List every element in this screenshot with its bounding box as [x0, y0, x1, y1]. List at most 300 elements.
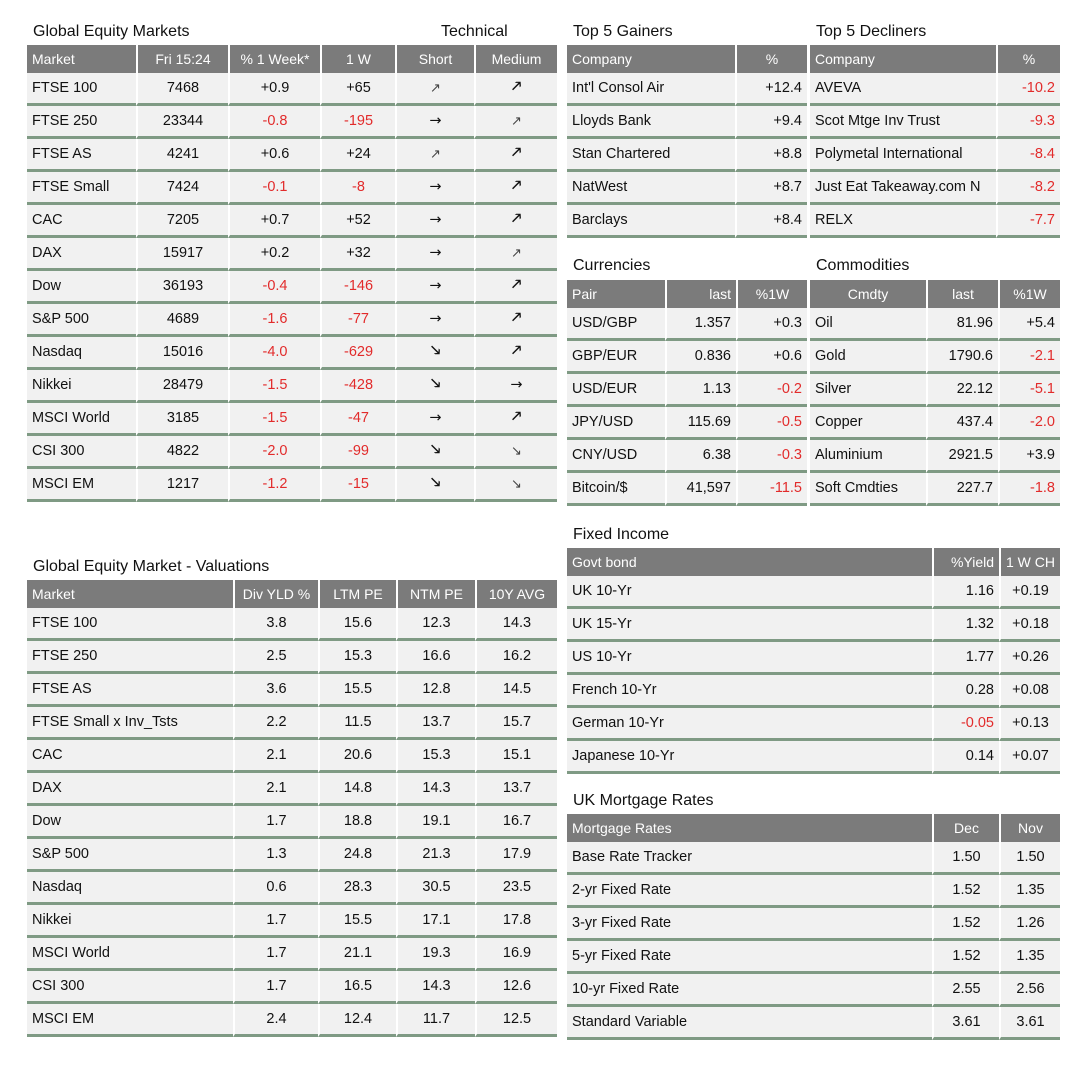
trend-arrow-icon: →	[474, 370, 557, 403]
last-price: 0.836	[665, 341, 736, 374]
market-name: Nikkei	[27, 905, 233, 938]
pct-change: -2.1	[998, 341, 1060, 374]
market-name: Dow	[27, 806, 233, 839]
market-name: CAC	[27, 740, 233, 773]
table-row[interactable]	[567, 842, 1060, 875]
table-row[interactable]	[27, 370, 557, 403]
pct-change: -9.3	[996, 106, 1060, 139]
table-row[interactable]	[567, 708, 1060, 741]
ten-year-avg: 17.8	[475, 905, 557, 938]
market-name: DAX	[27, 238, 136, 271]
mortgage-product: 2-yr Fixed Rate	[567, 875, 932, 908]
ten-year-avg: 15.7	[475, 707, 557, 740]
ntm-pe: 14.3	[396, 971, 475, 1004]
pct-change: -11.5	[736, 473, 807, 506]
bond-name: US 10-Yr	[567, 642, 932, 675]
market-name: MSCI EM	[27, 469, 136, 502]
points-change: -47	[320, 403, 395, 436]
trend-arrow-icon: 🡖	[395, 337, 474, 370]
column-header[interactable]: Company	[567, 45, 735, 73]
pct-change: +0.9	[228, 73, 320, 106]
market-name: Nikkei	[27, 370, 136, 403]
weekly-change: +0.26	[999, 642, 1060, 675]
market-name: FTSE 100	[27, 608, 233, 641]
table-row[interactable]	[567, 576, 1060, 609]
weekly-change: +0.07	[999, 741, 1060, 774]
pct-change: +0.6	[228, 139, 320, 172]
ltm-pe: 24.8	[318, 839, 396, 872]
market-name: FTSE Small x Inv_Tsts	[27, 707, 233, 740]
weekly-change: +0.08	[999, 675, 1060, 708]
ten-year-avg: 16.9	[475, 938, 557, 971]
ltm-pe: 15.5	[318, 674, 396, 707]
table-row[interactable]	[567, 741, 1060, 774]
trend-arrow-icon: 🡕	[474, 304, 557, 337]
table-row[interactable]	[810, 205, 1060, 238]
table-row[interactable]	[27, 971, 557, 1004]
table-row[interactable]	[567, 473, 807, 506]
currency-pair: GBP/EUR	[567, 341, 665, 374]
table-row[interactable]	[810, 440, 1060, 473]
points-change: -77	[320, 304, 395, 337]
dividend-yield: 2.5	[233, 641, 318, 674]
index-level: 4822	[136, 436, 228, 469]
ntm-pe: 17.1	[396, 905, 475, 938]
rate-nov: 1.50	[999, 842, 1060, 875]
commodity-name: Aluminium	[810, 440, 926, 473]
valuations-table	[27, 580, 557, 1037]
column-header[interactable]: NTM PE	[396, 580, 475, 608]
rate-dec: 1.52	[932, 908, 999, 941]
column-header[interactable]: Nov	[999, 814, 1060, 842]
company-name: Just Eat Takeaway.com N	[810, 172, 996, 205]
table-row[interactable]	[27, 740, 557, 773]
fixed-income-title: Fixed Income	[573, 526, 670, 543]
weekly-change: +0.13	[999, 708, 1060, 741]
market-name: CSI 300	[27, 436, 136, 469]
ltm-pe: 20.6	[318, 740, 396, 773]
points-change: +52	[320, 205, 395, 238]
ntm-pe: 15.3	[396, 740, 475, 773]
commodities-table	[810, 280, 1060, 506]
trend-arrow-icon: →	[395, 304, 474, 337]
gainers-title: Top 5 Gainers	[573, 23, 673, 40]
commodities-title: Commodities	[816, 257, 910, 274]
pct-change: +8.7	[735, 172, 807, 205]
market-name: CSI 300	[27, 971, 233, 1004]
column-header[interactable]: Short	[395, 45, 474, 73]
table-row[interactable]	[27, 1004, 557, 1037]
ntm-pe: 12.8	[396, 674, 475, 707]
ntm-pe: 16.6	[396, 641, 475, 674]
mortgage-product: Standard Variable	[567, 1007, 932, 1040]
table-row[interactable]	[27, 304, 557, 337]
table-row[interactable]	[810, 139, 1060, 172]
column-header[interactable]: Company	[810, 45, 996, 73]
ntm-pe: 19.1	[396, 806, 475, 839]
pct-change: +0.2	[228, 238, 320, 271]
pct-change: +3.9	[998, 440, 1060, 473]
column-header[interactable]: Market	[27, 45, 136, 73]
ten-year-avg: 12.5	[475, 1004, 557, 1037]
bond-name: Japanese 10-Yr	[567, 741, 932, 774]
bond-yield: 1.32	[932, 609, 999, 642]
ntm-pe: 13.7	[396, 707, 475, 740]
gainers-table	[567, 45, 807, 238]
market-name: FTSE 250	[27, 641, 233, 674]
rate-nov: 1.26	[999, 908, 1060, 941]
commodity-name: Copper	[810, 407, 926, 440]
last-price: 1.357	[665, 308, 736, 341]
table-row[interactable]	[810, 341, 1060, 374]
market-name: S&P 500	[27, 304, 136, 337]
column-header[interactable]: LTM PE	[318, 580, 396, 608]
pct-change: -0.3	[736, 440, 807, 473]
trend-arrow-icon: 🡖	[395, 436, 474, 469]
column-header[interactable]: %1W	[736, 280, 807, 308]
ltm-pe: 21.1	[318, 938, 396, 971]
pct-change: -4.0	[228, 337, 320, 370]
company-name: Stan Chartered	[567, 139, 735, 172]
table-row[interactable]	[567, 205, 807, 238]
column-header[interactable]: 1 W CH	[999, 548, 1060, 576]
trend-arrow-icon: 🡕	[474, 205, 557, 238]
index-level: 4689	[136, 304, 228, 337]
table-header-row	[27, 580, 557, 608]
ntm-pe: 19.3	[396, 938, 475, 971]
market-name: FTSE 250	[27, 106, 136, 139]
company-name: Barclays	[567, 205, 735, 238]
column-header[interactable]: 10Y AVG	[475, 580, 557, 608]
table-row[interactable]	[27, 139, 557, 172]
market-name: CAC	[27, 205, 136, 238]
dividend-yield: 1.3	[233, 839, 318, 872]
pct-change: +0.3	[736, 308, 807, 341]
column-header[interactable]: Medium	[474, 45, 557, 73]
column-header[interactable]: Cmdty	[810, 280, 926, 308]
table-row[interactable]	[27, 806, 557, 839]
rate-nov: 1.35	[999, 875, 1060, 908]
pct-change: -1.5	[228, 370, 320, 403]
ten-year-avg: 14.5	[475, 674, 557, 707]
table-header-row	[567, 814, 1060, 842]
trend-arrow-icon: ↘	[474, 436, 557, 469]
pct-change: -1.6	[228, 304, 320, 337]
table-row[interactable]	[27, 172, 557, 205]
market-name: MSCI World	[27, 403, 136, 436]
last-price: 115.69	[665, 407, 736, 440]
column-header[interactable]: Mortgage Rates	[567, 814, 932, 842]
pct-change: +5.4	[998, 308, 1060, 341]
ten-year-avg: 13.7	[475, 773, 557, 806]
ltm-pe: 12.4	[318, 1004, 396, 1037]
dividend-yield: 0.6	[233, 872, 318, 905]
rate-dec: 2.55	[932, 974, 999, 1007]
commodity-name: Gold	[810, 341, 926, 374]
market-name: FTSE AS	[27, 139, 136, 172]
bond-yield: 0.14	[932, 741, 999, 774]
ten-year-avg: 17.9	[475, 839, 557, 872]
decliners-table	[810, 45, 1060, 238]
company-name: NatWest	[567, 172, 735, 205]
pct-change: +0.7	[228, 205, 320, 238]
column-header[interactable]: Market	[27, 580, 233, 608]
trend-arrow-icon: 🡕	[474, 271, 557, 304]
table-row[interactable]	[27, 872, 557, 905]
table-row[interactable]	[27, 271, 557, 304]
trend-arrow-icon: →	[395, 106, 474, 139]
table-row[interactable]	[27, 73, 557, 106]
table-row[interactable]	[810, 407, 1060, 440]
trend-arrow-icon: ↗	[474, 238, 557, 271]
table-row[interactable]	[567, 407, 807, 440]
trend-arrow-icon: 🡕	[474, 73, 557, 106]
points-change: +65	[320, 73, 395, 106]
trend-arrow-icon: →	[395, 403, 474, 436]
dividend-yield: 2.4	[233, 1004, 318, 1037]
mortgage-product: Base Rate Tracker	[567, 842, 932, 875]
bond-yield: 1.77	[932, 642, 999, 675]
pct-change: -0.4	[228, 271, 320, 304]
table-row[interactable]	[27, 337, 557, 370]
trend-arrow-icon: 🡕	[474, 139, 557, 172]
ntm-pe: 21.3	[396, 839, 475, 872]
pct-change: -1.8	[998, 473, 1060, 506]
trend-arrow-icon: 🡕	[474, 403, 557, 436]
table-row[interactable]	[27, 106, 557, 139]
dividend-yield: 3.8	[233, 608, 318, 641]
market-name: DAX	[27, 773, 233, 806]
commodity-name: Silver	[810, 374, 926, 407]
company-name: AVEVA	[810, 73, 996, 106]
pct-change: +8.4	[735, 205, 807, 238]
bond-name: UK 10-Yr	[567, 576, 932, 609]
pct-change: -0.1	[228, 172, 320, 205]
points-change: +24	[320, 139, 395, 172]
trend-arrow-icon: 🡕	[474, 337, 557, 370]
rate-nov: 3.61	[999, 1007, 1060, 1040]
trend-arrow-icon: 🡖	[395, 469, 474, 502]
points-change: -99	[320, 436, 395, 469]
column-header[interactable]: last	[665, 280, 736, 308]
pct-change: -1.2	[228, 469, 320, 502]
last-price: 81.96	[926, 308, 998, 341]
pct-change: -8.2	[996, 172, 1060, 205]
table-row[interactable]	[27, 436, 557, 469]
index-level: 23344	[136, 106, 228, 139]
index-level: 36193	[136, 271, 228, 304]
dividend-yield: 2.1	[233, 773, 318, 806]
currencies-table	[567, 280, 807, 506]
points-change: -15	[320, 469, 395, 502]
ten-year-avg: 23.5	[475, 872, 557, 905]
trend-arrow-icon: 🡖	[395, 370, 474, 403]
last-price: 2921.5	[926, 440, 998, 473]
table-row[interactable]	[567, 374, 807, 407]
company-name: Int'l Consol Air	[567, 73, 735, 106]
pct-change: -1.5	[228, 403, 320, 436]
mortgage-product: 10-yr Fixed Rate	[567, 974, 932, 1007]
table-header-row	[567, 548, 1060, 576]
dividend-yield: 1.7	[233, 938, 318, 971]
trend-arrow-icon: 🡕	[474, 172, 557, 205]
company-name: RELX	[810, 205, 996, 238]
table-row[interactable]	[27, 674, 557, 707]
market-name: MSCI World	[27, 938, 233, 971]
weekly-change: +0.18	[999, 609, 1060, 642]
table-row[interactable]	[27, 839, 557, 872]
index-level: 4241	[136, 139, 228, 172]
table-row[interactable]	[567, 875, 1060, 908]
dividend-yield: 3.6	[233, 674, 318, 707]
pct-change: +8.8	[735, 139, 807, 172]
pct-change: -0.2	[736, 374, 807, 407]
last-price: 437.4	[926, 407, 998, 440]
table-row[interactable]	[567, 106, 807, 139]
equity-markets-table	[27, 45, 557, 502]
dividend-yield: 1.7	[233, 905, 318, 938]
pct-change: -2.0	[998, 407, 1060, 440]
table-header-row	[567, 45, 807, 73]
bond-name: German 10-Yr	[567, 708, 932, 741]
ltm-pe: 15.3	[318, 641, 396, 674]
table-row[interactable]	[567, 1007, 1060, 1040]
bond-yield: -0.05	[932, 708, 999, 741]
table-row[interactable]	[810, 374, 1060, 407]
trend-arrow-icon: →	[395, 205, 474, 238]
column-header[interactable]: Fri 15:24	[136, 45, 228, 73]
rate-nov: 2.56	[999, 974, 1060, 1007]
pct-change: -7.7	[996, 205, 1060, 238]
market-name: Dow	[27, 271, 136, 304]
table-row[interactable]	[810, 473, 1060, 506]
rate-dec: 1.52	[932, 875, 999, 908]
last-price: 1790.6	[926, 341, 998, 374]
table-row[interactable]	[27, 773, 557, 806]
pct-change: +0.6	[736, 341, 807, 374]
table-row[interactable]	[810, 172, 1060, 205]
table-row[interactable]	[27, 707, 557, 740]
column-header[interactable]: %Yield	[932, 548, 999, 576]
table-row[interactable]	[567, 642, 1060, 675]
ntm-pe: 30.5	[396, 872, 475, 905]
table-row[interactable]	[27, 403, 557, 436]
last-price: 22.12	[926, 374, 998, 407]
pct-change: +9.4	[735, 106, 807, 139]
rate-dec: 1.50	[932, 842, 999, 875]
table-row[interactable]	[567, 908, 1060, 941]
trend-arrow-icon: →	[395, 238, 474, 271]
trend-arrow-icon: →	[395, 172, 474, 205]
column-header[interactable]: Pair	[567, 280, 665, 308]
table-row[interactable]	[567, 941, 1060, 974]
valuations-title: Global Equity Market - Valuations	[33, 558, 270, 575]
column-header[interactable]: %1W	[998, 280, 1060, 308]
table-row[interactable]	[567, 139, 807, 172]
last-price: 41,597	[665, 473, 736, 506]
pct-change: -2.0	[228, 436, 320, 469]
index-level: 3185	[136, 403, 228, 436]
dividend-yield: 2.2	[233, 707, 318, 740]
pct-change: -10.2	[996, 73, 1060, 106]
trend-arrow-icon: →	[395, 271, 474, 304]
rate-nov: 1.35	[999, 941, 1060, 974]
market-name: FTSE 100	[27, 73, 136, 106]
table-row[interactable]	[810, 73, 1060, 106]
market-name: FTSE Small	[27, 172, 136, 205]
commodity-name: Oil	[810, 308, 926, 341]
trend-arrow-icon: ↗	[474, 106, 557, 139]
column-header[interactable]: %	[735, 45, 807, 73]
ltm-pe: 28.3	[318, 872, 396, 905]
rate-dec: 1.52	[932, 941, 999, 974]
table-row[interactable]	[27, 938, 557, 971]
ltm-pe: 15.6	[318, 608, 396, 641]
table-row[interactable]	[567, 675, 1060, 708]
column-header[interactable]: Div YLD %	[233, 580, 318, 608]
column-header[interactable]: last	[926, 280, 998, 308]
trend-arrow-icon: ↗	[395, 73, 474, 106]
table-header-row	[27, 45, 557, 73]
currency-pair: USD/EUR	[567, 374, 665, 407]
table-row[interactable]	[27, 469, 557, 502]
table-row[interactable]	[27, 205, 557, 238]
ltm-pe: 15.5	[318, 905, 396, 938]
weekly-change: +0.19	[999, 576, 1060, 609]
table-row[interactable]	[567, 974, 1060, 1007]
points-change: -146	[320, 271, 395, 304]
mortgage-table	[567, 814, 1060, 1040]
table-row[interactable]	[567, 609, 1060, 642]
mortgage-product: 5-yr Fixed Rate	[567, 941, 932, 974]
pct-change: +12.4	[735, 73, 807, 106]
table-row[interactable]	[567, 440, 807, 473]
table-row[interactable]	[567, 308, 807, 341]
currencies-title: Currencies	[573, 257, 651, 274]
table-row[interactable]	[567, 341, 807, 374]
trend-arrow-icon: ↘	[474, 469, 557, 502]
dividend-yield: 1.7	[233, 806, 318, 839]
column-header[interactable]: %	[996, 45, 1060, 73]
bond-yield: 0.28	[932, 675, 999, 708]
ntm-pe: 12.3	[396, 608, 475, 641]
index-level: 1217	[136, 469, 228, 502]
ltm-pe: 11.5	[318, 707, 396, 740]
market-name: Nasdaq	[27, 872, 233, 905]
currency-pair: Bitcoin/$	[567, 473, 665, 506]
pct-change: -0.8	[228, 106, 320, 139]
ntm-pe: 14.3	[396, 773, 475, 806]
mortgage-title: UK Mortgage Rates	[573, 792, 714, 809]
table-row[interactable]	[567, 73, 807, 106]
ten-year-avg: 15.1	[475, 740, 557, 773]
company-name: Polymetal International	[810, 139, 996, 172]
table-row[interactable]	[810, 106, 1060, 139]
column-header[interactable]: Dec	[932, 814, 999, 842]
table-row[interactable]	[27, 238, 557, 271]
column-header[interactable]: 1 W	[320, 45, 395, 73]
table-row[interactable]	[810, 308, 1060, 341]
ten-year-avg: 16.2	[475, 641, 557, 674]
table-header-row	[810, 45, 1060, 73]
column-header[interactable]: % 1 Week*	[228, 45, 320, 73]
table-row[interactable]	[27, 905, 557, 938]
table-row[interactable]	[27, 641, 557, 674]
table-row[interactable]	[567, 172, 807, 205]
commodity-name: Soft Cmdties	[810, 473, 926, 506]
table-row[interactable]	[27, 608, 557, 641]
column-header[interactable]: Govt bond	[567, 548, 932, 576]
